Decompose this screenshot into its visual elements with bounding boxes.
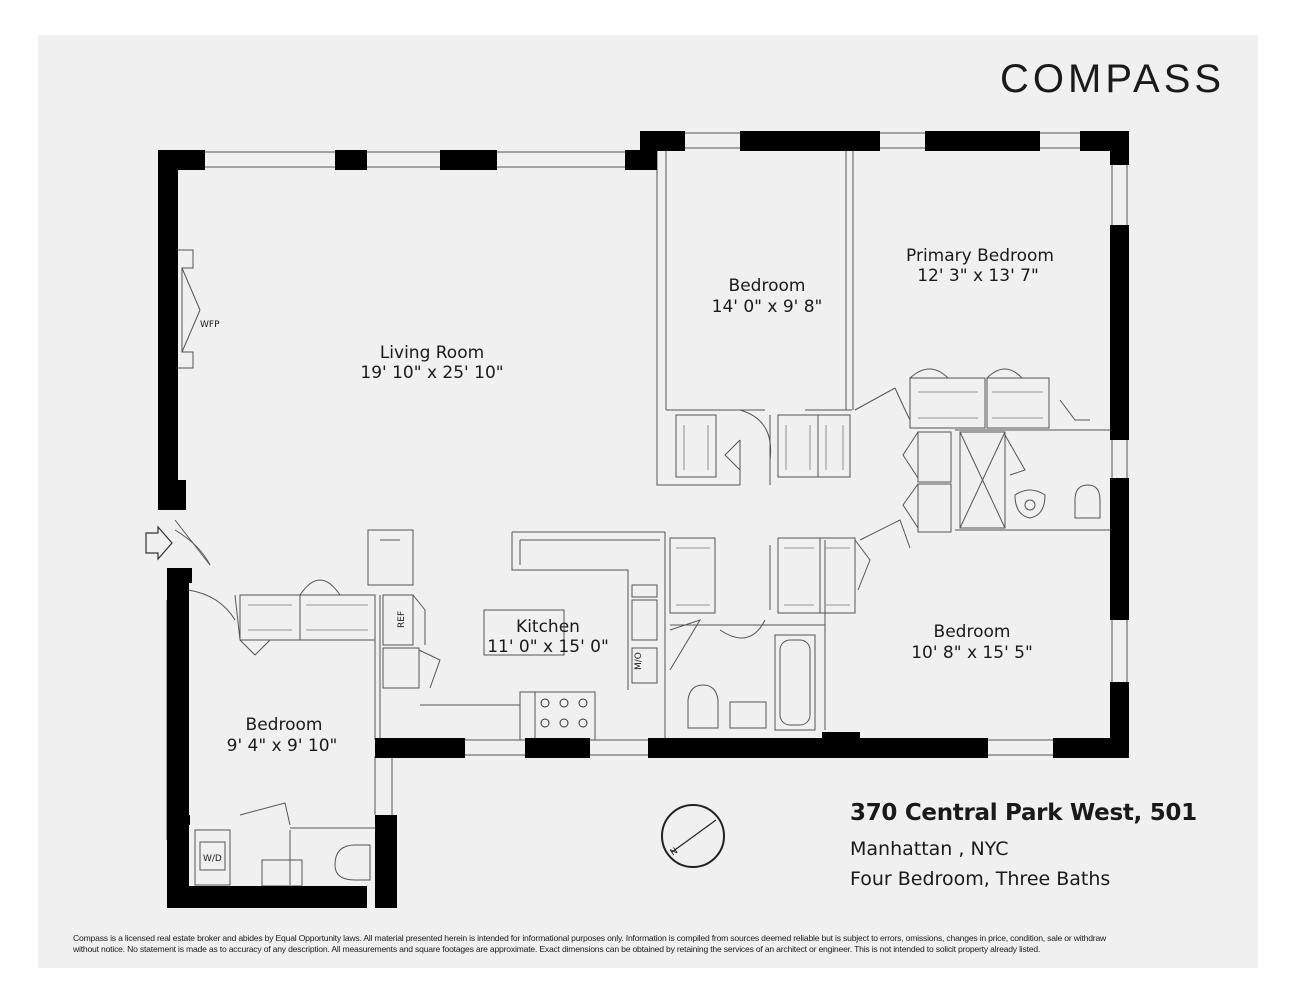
kitchen-dims: 11' 0" x 15' 0" xyxy=(487,637,609,657)
bedroom-right-dims: 10' 8" x 15' 5" xyxy=(911,643,1033,663)
washer-dryer-label: W/D xyxy=(203,854,222,864)
bedroom-right-label: Bedroom xyxy=(933,622,1011,642)
living-room-label: Living Room xyxy=(379,343,485,363)
bedroom-left-label: Bedroom xyxy=(245,715,323,735)
disclaimer-line-1: Compass is a licensed real estate broker and abides by Equal Opportunity laws. All material presented herein is intended for informational purposes only. Information is compiled from sources deemed reliable but is subject to errors, omissions, changes in price, condition, sale or withdraw xyxy=(73,933,1107,943)
city-line: Manhattan , NYC xyxy=(850,838,1009,860)
disclaimer xyxy=(73,933,1233,955)
living-room-dims: 19' 10" x 25' 10" xyxy=(360,363,504,383)
fireplace-label: WFP xyxy=(200,320,220,330)
bedroom-left-dims: 9' 4" x 9' 10" xyxy=(226,736,338,756)
microwave-label: M/O xyxy=(634,652,644,670)
compass-logo: COMPASS xyxy=(1000,57,1226,101)
primary-bedroom-dims: 12' 3" x 13' 7" xyxy=(917,266,1039,286)
bedroom-top-label: Bedroom xyxy=(728,276,806,296)
disclaimer-line-2: without notice. No statement is made as to accuracy of any description. All measurements and square footages are approximate. Exact dimensions can be obtained by retaining the services of an architect or engineer. This is not intended to solicit property already listed. xyxy=(73,944,1041,954)
unit-description: Four Bedroom, Three Baths xyxy=(850,868,1111,890)
refrigerator-label: REF xyxy=(397,610,407,628)
kitchen-label: Kitchen xyxy=(516,617,580,637)
bedroom-top-dims: 14' 0" x 9' 8" xyxy=(711,297,823,317)
compass-north-label: N xyxy=(668,846,681,859)
primary-bedroom-label: Primary Bedroom xyxy=(906,246,1054,266)
address-line: 370 Central Park West, 501 xyxy=(850,800,1197,826)
